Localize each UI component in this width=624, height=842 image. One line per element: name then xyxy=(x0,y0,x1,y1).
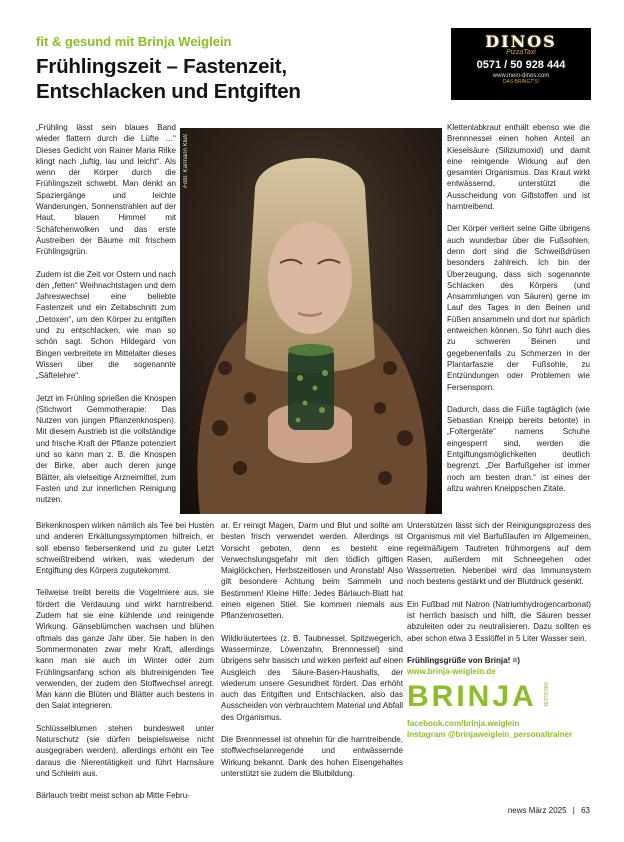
brinja-logo xyxy=(407,679,591,713)
instagram-link[interactable]: Instagram @brinjaweiglein_personaltrainer xyxy=(407,729,573,739)
paragraph: Schlüsselblumen stehen bundesweit unter Naturschutz (sie dürfen beispielsweise nicht ausgegraben werden), allerdings erhöht ein Tee daraus die Nierentätigkeit und führt Harnsäure und Schleim aus. xyxy=(36,723,214,778)
column-3-bottom xyxy=(407,520,591,740)
brinja-logo-text: BRINJA xyxy=(407,679,537,713)
footer-separator: | xyxy=(572,806,575,815)
paragraph: Jetzt im Frühling sprießen die Knospen (Stichwort Gemmotherapie: Das Nutzen von jungen Pflanzenknospen). Mit diesem Austrieb ist die vollständige und frische Kraft der Pflanze potenziert und so kann man z. B. die Knospen der Birke, aber auch deren junge Blätter, als vielseitige Arzneimittel, zum Fasten und zur innerlichen Reinigung nutzen. xyxy=(36,393,176,505)
paragraph: Klettenlabkraut enthält ebenso wie die Brennnessel einen hohen Anteil an Kieselsäure (Siliziumoxid) und damit eine reinigende Wirkung auf den gesamten Organismus. Das Kraut wirkt entwässernd, unterstützt die Ausscheidung von Giftstoffen und ist harntreibend. xyxy=(447,123,590,212)
author-website-link[interactable]: www.brinja-weiglein.de xyxy=(407,667,496,677)
page-footer xyxy=(508,806,590,815)
paragraph: Dadurch, dass die Füße tagtäglich (wie Sebastian Kneipp bereits betonte) in „Foltergeräte“ namens Schuhe eingesperrt sind, werden die Entgiftungsmöglichkeiten deutlich begrenzt. „Der Barfußgeher ist immer noch am besten dran.“ ist eines der allzu wahren Kneippschen Zitate. xyxy=(447,404,590,493)
paragraph: Wildkräutertees (z. B. Taubnessel, Spitzwegerich, Wasserminze, Löwenzahn, Brennnessel) sind übrigens sehr basisch und wirken perfekt auf einen Ausgleich des Säure-Basen-Haushalts, der wiederum unsere Gesundheit fördert. Das erhöht auch das Entgiften und Entschlacken, also das Ausscheiden von verbrauchtem Material und Abfall des Organismus. xyxy=(221,633,403,722)
page-number: 63 xyxy=(581,806,590,815)
footer-issue: news März 2025 xyxy=(507,806,567,815)
ad-phone: 0571 / 50 928 444 xyxy=(476,59,566,71)
paragraph: Zudem ist die Zeit vor Ostern und nach den „fetten“ Weihnachtstagen und dem Jahreswechsel eine beliebte Fastenzeit und ein Zeitabschnitt zum „Detoxen“, um den Körper zu entgiften und zu entschlacken, wie man so schön sagt. Schon Hildegard von Bingen verbreitete im Mittelalter dieses Wissen über die sogenannte „Säftelehre“. xyxy=(36,269,176,381)
dinos-logo-sub: PizzaTaxi xyxy=(506,49,536,56)
paragraph: Teilweise treibt bereits die Vogelmiere aus, sie fördert die Verdauung und wirkt harntreibend. Zudem hat sie eine kühlende und reinigende Wirkung. Gänseblümchen wachsen und blühen oftmals das ganze Jahr über. Sie haben in den Sommermonaten zwar mehr Kraft, allerdings kann man sie auch im Winter oder zum Frühlingsanfang schon als blutreinigenden Tee verwenden, der zudem den Stoffwechsel anregt. Man kann die Blüten und Blätter auch bestens in den Salat integrieren. xyxy=(36,588,214,711)
ad-tagline: DAS BRINGT'S! xyxy=(502,79,540,85)
paragraph: Unterstützen lässt sich der Reinigungsprozess des Organismus mit viel Barfußlaufen im Allgemeinen, regelmäßigem Tautreten frühmorgens auf dem Rasen, außerdem mit Schneegehen oder Wassertreten. Nebenbei wird das Immunsystem noch bestens gestärkt und der Blutdruck gesenkt. xyxy=(407,521,591,587)
paragraph: „Frühling lässt sein blaues Band wieder flattern durch die Lüfte …“ Dieses Gedicht von Rainer Maria Rilke klingt nach „luftig, lau und leicht“. Als wenn der Körper durch die Frühlingszeit schwebt. Man denkt an Spaziergänge und leichte Wanderungen, Sonnenstrahlen auf der Haut, blauen Himmel mit Schäfchenwolken und das erste Austreiben der Bäume mit frischem Frühlingsgrün. xyxy=(36,123,176,257)
headline-line-1: Frühlingszeit – Fastenzeit, xyxy=(36,55,287,78)
author-greeting: Frühlingsgrüße von Brinja! =) xyxy=(407,655,520,665)
paragraph: Birkenknospen wirken nämlich als Tee bei Husten und anderen Erkältungssymptomen hilfreich, er soll ebenso fiebersenkend und zu guter Letzt schweißtreibend wirken, was wiederum der Entgiftung des Körpers zugutekommt. xyxy=(36,521,214,576)
section-kicker: fit & gesund mit Brinja Weiglein xyxy=(36,34,232,49)
paragraph: Ein Fußbad mit Natron (Natriumhydrogencarbonat) ist herrlich basisch und hilft, die Säuren besser abzuleiten oder zu neutralisieren. Dazu sollten es aber schon etwa 3 Esslöffel in 5 Liter Wasser sein. xyxy=(407,599,591,643)
dinos-advertisement[interactable] xyxy=(451,28,591,100)
brinja-logo-subtext: WEIGLEIN xyxy=(541,681,548,707)
paragraph: Bärlauch treibt meist schon ab Mitte Febru- xyxy=(36,791,190,801)
facebook-link[interactable]: facebook.com/brinja.weiglein xyxy=(407,718,520,728)
ad-website: www.mein-dinos.com xyxy=(492,73,550,79)
dinos-logo: DINOS xyxy=(485,32,557,51)
headline-line-2: Entschlacken und Entgiften xyxy=(36,80,301,103)
column-2 xyxy=(221,520,403,790)
photo-credit: Foto: Karmann Kluß xyxy=(183,134,189,188)
woman-with-herbal-tea-image xyxy=(180,128,442,514)
paragraph: ar. Er reinigt Magen, Darm und Blut und sollte am besten frisch verwendet werden. Allerdings ist Vorsicht geboten, denn es besteht eine Verwechslungsgefahr mit den tödlich giftigen Maiglöckchen, Herbstzeitlosen und Aronstab! Also gilt besondere Achtung beim Sammeln und Bestimmen! Kleine Hilfe: Jedes Bärlauch-Blatt hat einen eigenen Stiel. Sie kommen niemals aus Pflanzenrosetten. xyxy=(221,521,403,621)
column-1-bottom xyxy=(36,520,214,813)
article-headline xyxy=(36,54,426,104)
column-1-top xyxy=(36,122,176,517)
paragraph: Der Körper verliert seine Gifte übrigens auch wunderbar über die Fußsohlen, denn dort sind die Schweißdrüsen besonders zahlreich. Ich bin der Überzeugung, dass sich sogenannte Schlacken des Körpers (und Ansammlungen von Säuren) gerne im Lauf des Tages in den Beinen und Füßen ansammeln und dort nur spärlich entweichen können. So führt auch dies zu schweren Beinen und gegebenenfalls zu Schmerzen in der Plantarfaszie der Fußsohle, zu Entzündungen oder Problemen wie Fersensporn. xyxy=(447,224,590,392)
paragraph: Die Brennnessel ist ohnehin für die harntreibende, stoffwechselanregende und entwässernde Wirkung bekannt. Dank des hohen Eisengehaltes unterstützt sie zudem die Blutbildung. xyxy=(221,735,403,778)
column-3-top xyxy=(447,122,590,505)
article-photo xyxy=(180,128,442,514)
